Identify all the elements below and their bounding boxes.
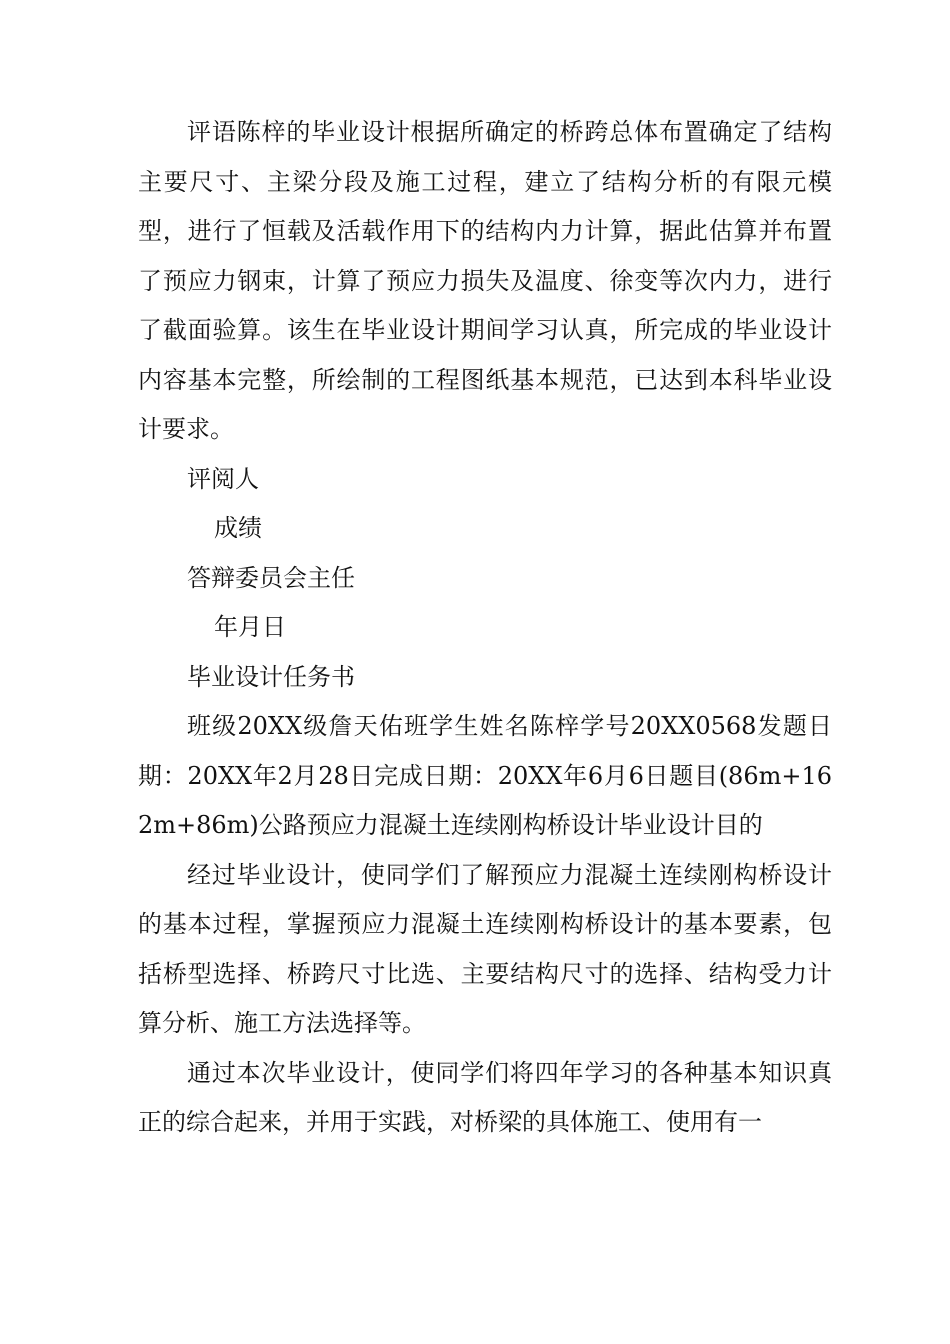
- task-info-paragraph: 班级20XX级詹天佑班学生姓名陈梓学号20XX0568发题日期：20XX年2月28日完成日期：20XX年6月6日题目(86m+162m+86m)公路预应力混凝土连续刚构桥设计毕业设计目的: [138, 712, 832, 839]
- purpose-paragraph-2: 通过本次毕业设计，使同学们将四年学习的各种基本知识真正的综合起来，并用于实践，对桥梁的具体施工、使用有一: [138, 1058, 832, 1136]
- review-comment-paragraph: 评语陈梓的毕业设计根据所确定的桥跨总体布置确定了结构主要尺寸、主梁分段及施工过程，建立了结构分析的有限元模型，进行了恒载及活载作用下的结构内力计算，据此估算并布置了预应力钢束，计算了预应力损失及温度、徐变等次内力，进行了截面验算。该生在毕业设计期间学习认真，所完成的毕业设计内容基本完整，所绘制的工程图纸基本规范，已达到本科毕业设计要求。: [138, 118, 832, 443]
- task-title: 毕业设计任务书: [187, 662, 355, 691]
- grade-label: 成绩: [214, 514, 262, 542]
- date-label: 年月日: [214, 613, 286, 641]
- purpose-paragraph-1: 经过毕业设计，使同学们了解预应力混凝土连续刚构桥设计的基本过程，掌握预应力混凝土连续刚构桥设计的基本要素，包括桥型选择、桥跨尺寸比选、主要结构尺寸的选择、结构受力计算分析、施工方法选择等。: [138, 860, 832, 1037]
- reviewer-label: 评阅人: [187, 464, 259, 493]
- committee-chair-label: 答辩委员会主任: [187, 563, 355, 592]
- document-page: [138, 108, 832, 1148]
